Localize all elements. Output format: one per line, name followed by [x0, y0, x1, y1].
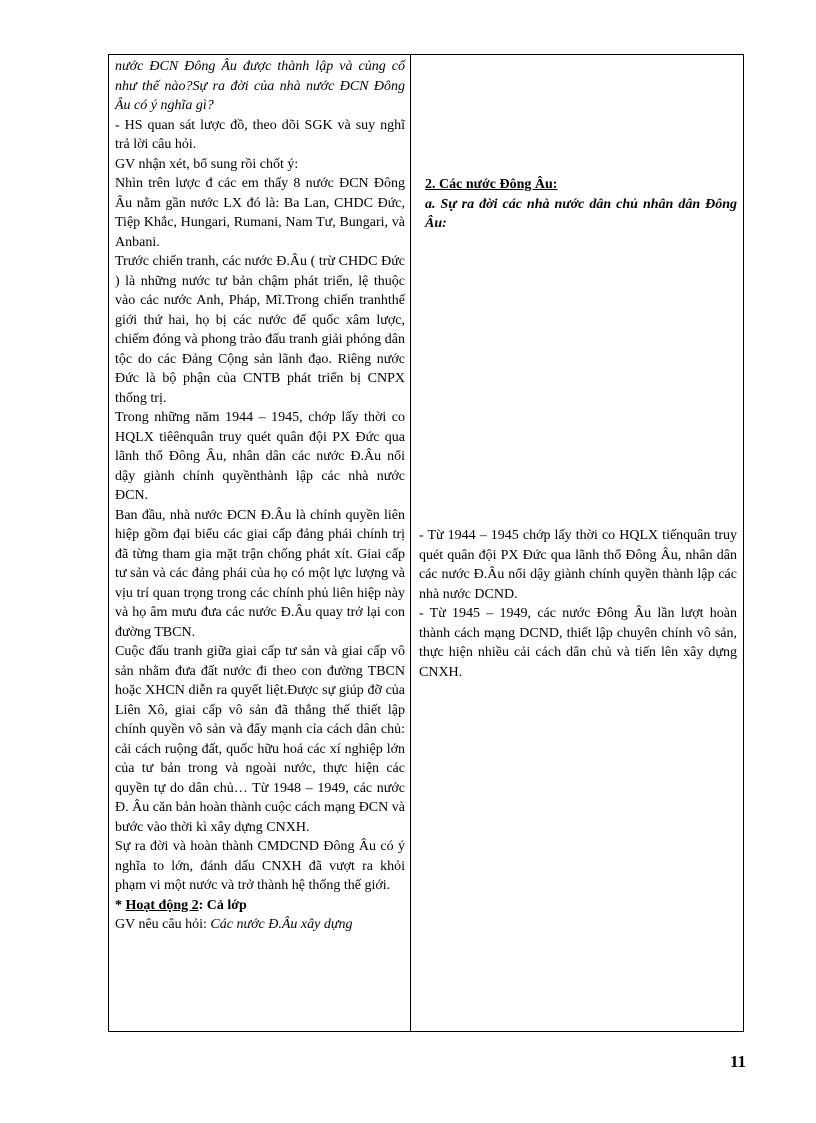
- question-prefix: GV nêu câu hỏi:: [115, 917, 211, 932]
- section-title-text: 2. Các nước Đông Âu:: [425, 177, 558, 192]
- teacher-summary-intro: GV nhận xét, bổ sung rồi chốt ý:: [115, 156, 299, 172]
- content-bullet-1: - Từ 1944 – 1945 chớp lấy thời co HQLX tiếnquân truy quét quân đội PX Đức qua lãnh thổ Đông Âu, nhân dân các nước Đ.Âu nổi dậy giành chính quyền thành lập các nhà nước DCND.: [419, 528, 737, 602]
- paragraph-coalition: Ban đầu, nhà nước ĐCN Đ.Âu là chính quyền liên hiệp gồm đại biểu các giai cấp đảng phái chính trị đã từng tham gia mặt trận chống phát xít. Giai cấp tư sản và các đảng phái của họ có một lực lượng và vịu trí quan trọng trong các chính phủ liên hiệp này và họ âm mưu đưa các nước Đ.Âu quay trở lại con đường TBCN.: [115, 507, 405, 640]
- student-task: - HS quan sát lược đồ, theo dõi SGK và suy nghĩ trả lời câu hỏi.: [115, 117, 405, 152]
- teacher-activity-column: [109, 55, 411, 1031]
- question-text: Các nước Đ.Âu xây dựng: [210, 917, 353, 932]
- paragraph-countries: Nhìn trên lược đ các em thấy 8 nước ĐCN Đông Âu nằm gần nước LX đó là: Ba Lan, CHDC Đức, Tiệp Khắc, Hungari, Rumani, Nam Tư, Bungari, và Anbani.: [115, 176, 405, 250]
- content-column: [411, 55, 743, 1031]
- teacher-question-line: [115, 915, 405, 935]
- page-number: 11: [729, 1052, 746, 1071]
- section-title: [425, 175, 737, 195]
- activity-bullet: *: [115, 897, 126, 913]
- activity-2-heading: [115, 896, 405, 916]
- paragraph-significance: Sự ra đời và hoàn thành CMDCND Đông Âu có ý nghĩa to lớn, đánh dấu CNXH đã vượt ra khỏi phạm vi một nước và trở thành hệ thống thế giới.: [115, 839, 405, 893]
- activity-mode: : Cả lớp: [198, 897, 247, 913]
- content-bullet-2: - Từ 1945 – 1949, các nước Đông Âu lần lượt hoàn thành cách mạng DCND, thiết lập chuyên chính vô sản, thực hiện nhiều cải cách dân chủ và tiến lên xây dựng CNXH.: [419, 606, 737, 680]
- activity-label: Hoạt động 2: [125, 897, 199, 913]
- paragraph-class-struggle: Cuộc đấu tranh giữa giai cấp tư sản và giai cấp vô sản nhằm đưa đất nước đi theo con đường TBCN hoặc XHCN diễn ra quyết liệt.Được sự giúp đỡ của Liên Xô, giai cấp vô sản đã thắng thế thiết lập chính quyền vô sản và đẩy mạnh cỉa cách dân chủ: cải cách ruộng đất, quốc hữu hoá các xí nghiệp lớn của tư bản trong và ngoài nước, thực hiện các quyền tự do dân chủ… Từ 1948 – 1949, các nước Đ. Âu căn bản hoàn thành cuộc cách mạng ĐCN và bước vào thời kì xây dựng CNXH.: [115, 644, 405, 835]
- intro-question: nước ĐCN Đông Âu được thành lập và củng cố như thế nào?Sự ra đời của nhà nước ĐCN Đông Âu có ý nghĩa gì?: [115, 59, 405, 113]
- content-body-block: [419, 526, 737, 682]
- paragraph-before-war: Trước chiến tranh, các nước Đ.Âu ( trừ CHDC Đức ) là những nước tư bản chậm phát triển, lệ thuộc vào các nước Anh, Pháp, Mĩ.Trong chiến tranhthế giới thứ hai, họ bị các nước đế quốc xâm lược, chiếm đóng và phong trào đấu tranh giải phóng dân tộc do các Đảng Cộng sản lãnh đạo. Riêng nước Đức là bộ phận của CNTB phát triển bị CNPX thống trị.: [115, 254, 405, 406]
- paragraph-1944-1945: Trong những năm 1944 – 1945, chớp lấy thời co HQLX tiêênquân truy quét quân đội PX Đức qua lãnh thổ Đông Âu, nhân dân các nước Đ.Âu nổi dậy giành chính quyềnthành lập các nhà nước ĐCN.: [115, 410, 405, 503]
- lesson-table: [108, 54, 744, 1032]
- subsection-title: a. Sự ra đời các nhà nước dân chủ nhân dân Đông Âu:: [425, 196, 737, 231]
- section-heading-block: [425, 175, 737, 234]
